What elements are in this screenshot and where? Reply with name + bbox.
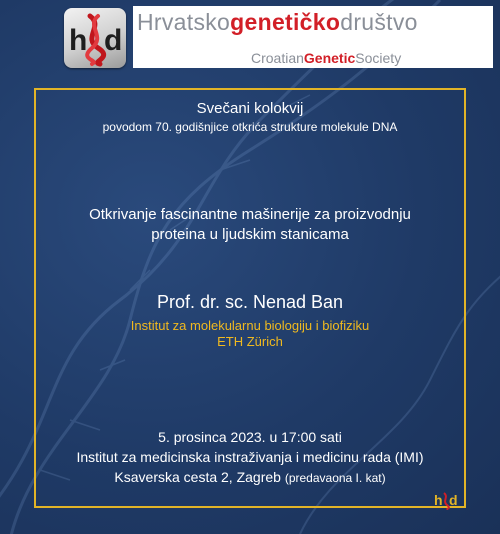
subtitle-suffix: Society — [355, 50, 402, 66]
event-subheading: povodom 70. godišnjice otkrića strukture molekule DNA — [102, 120, 398, 134]
event-address: Ksaverska cesta 2, Zagreb — [114, 469, 281, 485]
title-highlight: genetičko — [230, 9, 341, 35]
dna-logo-icon — [64, 8, 126, 68]
event-date-time: 5. prosinca 2023. u 17:00 sati — [158, 429, 342, 445]
lecture-title-line1: Otkrivanje fascinantne mašinerije za proizvodnju — [89, 206, 411, 223]
society-name-croatian — [137, 9, 418, 36]
event-heading: Svečani kolokvij — [196, 100, 304, 117]
society-name-banner — [133, 6, 493, 68]
lecture-title-line2: proteina u ljudskim stanicama — [151, 226, 349, 243]
logo-d: d — [104, 24, 123, 57]
subtitle-highlight: Genetic — [303, 50, 356, 66]
svg-text:d: d — [449, 492, 458, 508]
speaker-affiliation-line2: ETH Zürich — [217, 334, 283, 349]
speaker-affiliation-line1: Institut za molekularnu biologiju i biofiziku — [130, 318, 370, 333]
logo-h: h — [69, 24, 88, 57]
svg-text:h: h — [434, 492, 443, 508]
title-prefix: Hrvatsko — [137, 9, 231, 35]
society-name-english — [251, 50, 401, 66]
subtitle-prefix: Croatian — [251, 50, 304, 66]
hgd-logo — [64, 8, 126, 68]
event-room: (predavaona I. kat) — [284, 471, 386, 485]
hgd-mini-logo-icon — [434, 490, 460, 510]
speaker-name: Prof. dr. sc. Nenad Ban — [156, 292, 344, 312]
title-suffix: društvo — [340, 9, 418, 35]
event-venue: Institut za medicinska instraživanja i medicinu rada (IMI) — [76, 449, 424, 465]
event-address-line — [0, 469, 500, 485]
